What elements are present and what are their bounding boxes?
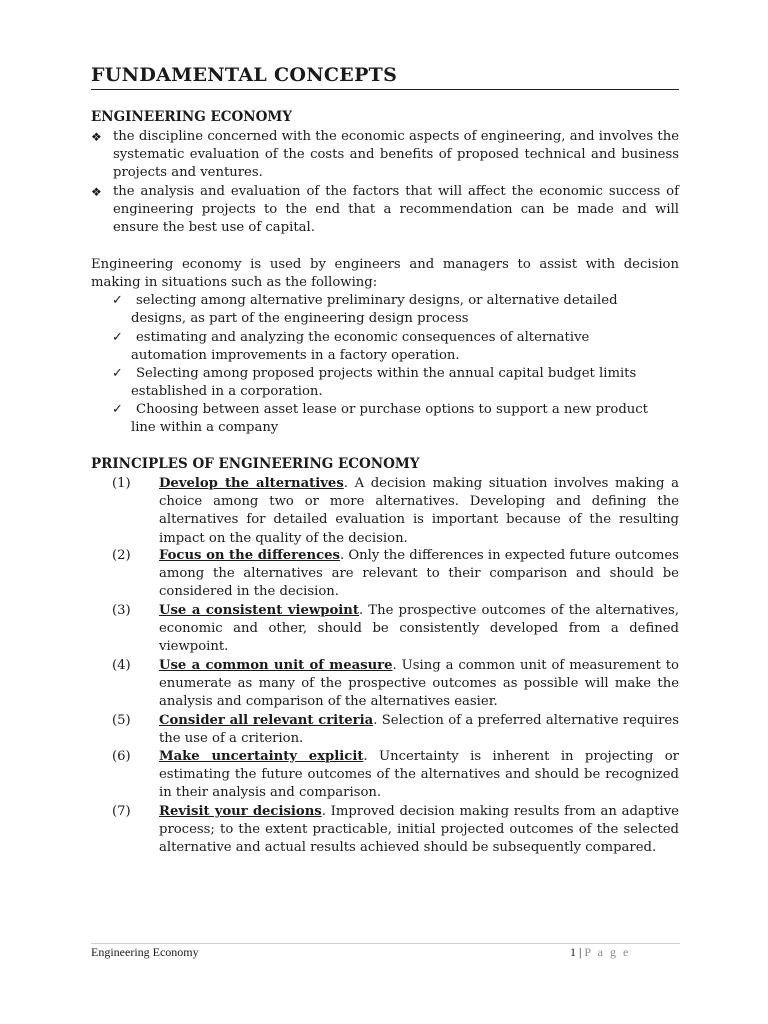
checklist-text-line: line within a company [131,420,279,436]
principle-number: (3) [112,603,131,618]
checkmark-icon: ✓ [112,293,124,308]
principle-description: . Only the differences in expected future outcomes among the alternatives are relevant to their comparison and should be considered in the decision. [159,548,679,600]
principle-number: (7) [112,804,131,819]
principle-description: . The prospective outcomes of the alternatives, economic and other, should be consistently developed from a defined viewpoint. [159,603,679,655]
section-heading-principles: PRINCIPLES OF ENGINEERING ECONOMY [91,456,420,472]
principle-number: (5) [112,713,131,728]
principle-key: Revisit your decisions [159,804,322,819]
checklist-text-line: Selecting among proposed projects within the annual capital budget limits [136,366,637,381]
principle-text [159,475,679,548]
principle-key: Make uncertainty explicit [159,749,364,764]
footer-divider [91,943,680,944]
checklist-text-line: selecting among alternative preliminary designs, or alternative detailed [136,293,618,308]
checklist-item [112,401,679,437]
principle-item [112,657,679,712]
principle-text [159,803,679,858]
principle-item [112,475,679,548]
bullet-text: the discipline concerned with the economic aspects of engineering, and involves the systematic evaluation of the costs and benefits of proposed technical and business projects and ventures. [113,129,679,181]
principle-description: . Improved decision making results from an adaptive process; to the extent practicable, initial projected outcomes of the selected alternative and actual results achieved should be subsequently compared. [159,804,679,856]
checklist-item [112,365,679,401]
principle-number: (4) [112,658,131,673]
principle-description: . Using a common unit of measurement to enumerate as many of the prospective outcomes as possible will make the analysis and comparison of the alternatives easier. [159,658,679,710]
principle-description: . Uncertainty is inherent in projecting or estimating the future outcomes of the alternatives and should be recognized in their analysis and comparison. [159,749,679,801]
principle-description: . A decision making situation involves making a choice among two or more alternatives. Developing and defining the alternatives for detailed evaluation is important because of the resulting impact on the quality of the decision. [159,476,679,546]
checklist-text-line: Choosing between asset lease or purchase options to support a new product [136,402,648,417]
diamond-bullet-icon: ❖ [91,130,102,144]
principle-text [159,748,679,803]
principle-item [112,547,679,602]
principle-text [159,712,679,748]
principle-key: Focus on the differences [159,548,340,563]
checklist-item [112,292,679,328]
checklist-text-line: automation improvements in a factory operation. [131,348,460,364]
principle-key: Consider all relevant criteria [159,713,374,728]
bullet-item [91,128,679,183]
principle-text [159,547,679,602]
principle-item [112,803,679,858]
checklist-text-line: established in a corporation. [131,384,323,400]
checkmark-icon: ✓ [112,330,124,345]
checkmark-icon: ✓ [112,402,124,417]
principle-key: Use a common unit of measure [159,658,393,673]
principle-text [159,602,679,657]
intro-paragraph: Engineering economy is used by engineers and managers to assist with decision making in situations such as the following: [91,257,679,291]
principle-description: . Selection of a preferred alternative requires the use of a criterion. [159,713,679,747]
diamond-bullet-icon: ❖ [91,185,102,199]
principle-number: (6) [112,749,131,764]
principle-item [112,602,679,657]
page-separator: | [579,945,582,959]
principle-text [159,657,679,712]
principle-number: (2) [112,548,131,563]
page-title: FUNDAMENTAL CONCEPTS [91,64,679,90]
principle-item [112,748,679,803]
principle-item [112,712,679,748]
principle-key: Develop the alternatives [159,476,344,491]
checklist-text-line: estimating and analyzing the economic consequences of alternative [136,330,590,345]
footer-document-title: Engineering Economy [91,945,199,959]
footer-page-indicator [570,945,630,960]
page-number: 1 [570,945,576,959]
section-heading-engineering-economy: ENGINEERING ECONOMY [91,109,292,125]
bullet-item [91,183,679,238]
page-label: P a g e [584,945,631,959]
checklist-item [112,329,679,365]
principle-number: (1) [112,476,131,491]
bullet-text: the analysis and evaluation of the factors that will affect the economic success of engineering projects to the end that a recommendation can be made and will ensure the best use of capital. [113,184,679,236]
checklist-text-line: designs, as part of the engineering design process [131,311,469,327]
checkmark-icon: ✓ [112,366,124,381]
principle-key: Use a consistent viewpoint [159,603,359,618]
